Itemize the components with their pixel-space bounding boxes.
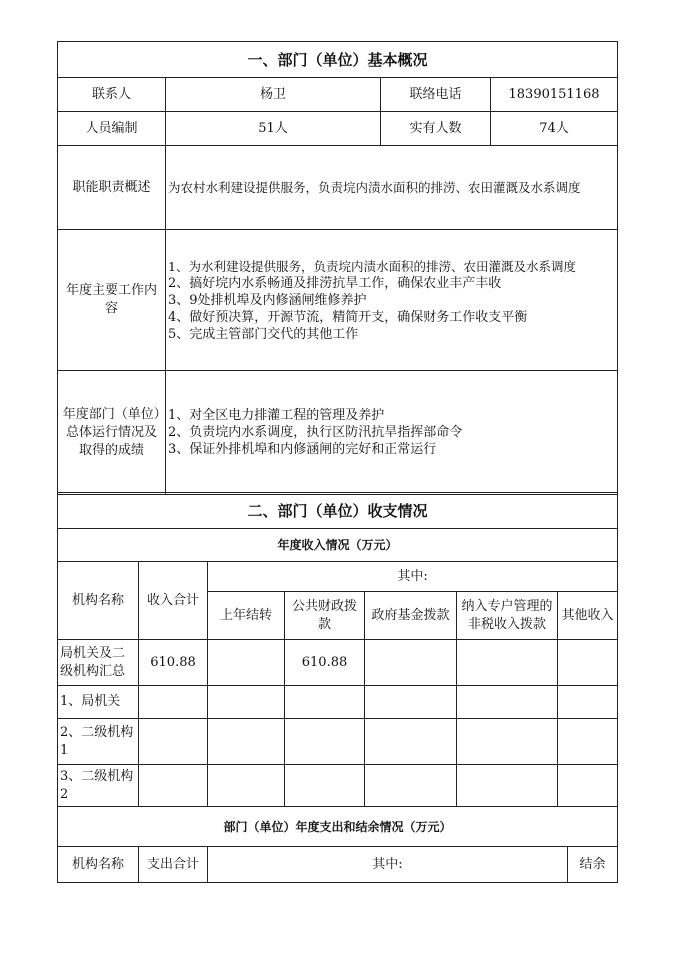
row-total (139, 765, 208, 807)
row-name: 1、局机关 (58, 686, 139, 719)
work-label: 年度主要工作内容 (58, 230, 166, 371)
results-item: 2、负责垸内水系调度，执行区防汛抗旱指挥部命令 (168, 425, 463, 440)
income-title: 年度收入情况（万元） (58, 529, 618, 562)
row-nontax (457, 765, 558, 807)
row-fund (365, 765, 457, 807)
row-prev (208, 765, 285, 807)
row-total: 610.88 (139, 640, 208, 686)
row-prev (208, 719, 285, 765)
row-total (139, 686, 208, 719)
exp-among-header: 其中: (208, 847, 568, 883)
duties-label: 职能职责概述 (58, 146, 166, 230)
table-row (58, 640, 618, 686)
row-name: 局机关及二级机构汇总 (58, 640, 139, 686)
col-public-header: 公共财政拨款 (285, 592, 365, 640)
work-list (166, 230, 618, 371)
staff-quota-value: 51人 (166, 112, 381, 146)
section2-title: 二、部门（单位）收支情况 (58, 493, 618, 529)
actual-staff-label: 实有人数 (381, 112, 491, 146)
col-prev-header: 上年结转 (208, 592, 285, 640)
phone-label: 联络电话 (381, 78, 491, 112)
col-org-header: 机构名称 (58, 562, 139, 640)
work-item: 1、为水利建设提供服务，负责垸内渍水面积的排涝、农田灌溉及水系调度 (168, 258, 576, 274)
expense-table (57, 806, 618, 883)
results-list (166, 371, 618, 495)
basic-info-table (57, 41, 618, 495)
col-total-header: 收入合计 (139, 562, 208, 640)
row-public (285, 719, 365, 765)
col-fund-header: 政府基金拨款 (365, 592, 457, 640)
row-total (139, 719, 208, 765)
results-label: 年度部门（单位）总体运行情况及取得的成绩 (58, 371, 166, 495)
work-item: 2、搞好垸内水系畅通及排涝抗旱工作，确保农业丰产丰收 (168, 275, 502, 291)
row-other (558, 765, 618, 807)
results-item: 1、对全区电力排灌工程的管理及养护 (168, 408, 385, 423)
contact-label: 联系人 (58, 78, 166, 112)
row-public (285, 686, 365, 719)
row-nontax (457, 719, 558, 765)
table-row (58, 765, 618, 807)
contact-value: 杨卫 (166, 78, 381, 112)
row-other (558, 686, 618, 719)
phone-value: 18390151168 (491, 78, 618, 112)
row-name: 3、二级机构2 (58, 765, 139, 807)
row-fund (365, 686, 457, 719)
col-among-header: 其中: (208, 562, 618, 592)
exp-total-header: 支出合计 (139, 847, 208, 883)
results-item: 3、保证外排机埠和内修涵闸的完好和正常运行 (168, 442, 437, 457)
row-public: 610.88 (285, 640, 365, 686)
work-item: 5、完成主管部门交代的其他工作 (168, 326, 359, 342)
actual-staff-value: 74人 (491, 112, 618, 146)
staff-quota-label: 人员编制 (58, 112, 166, 146)
row-prev (208, 686, 285, 719)
work-item: 3、9处排机埠及内修涵闸维修养护 (168, 292, 367, 308)
row-public (285, 765, 365, 807)
exp-balance-header: 结余 (568, 847, 618, 883)
row-other (558, 719, 618, 765)
duties-value: 为农村水利建设提供服务，负责垸内渍水面积的排涝、农田灌溉及水系调度 (166, 146, 618, 230)
income-table (57, 492, 618, 807)
section1-title: 一、部门（单位）基本概况 (58, 42, 618, 78)
row-fund (365, 640, 457, 686)
row-name: 2、二级机构1 (58, 719, 139, 765)
expense-title: 部门（单位）年度支出和结余情况（万元） (58, 807, 618, 847)
work-item: 4、做好预决算，开源节流，精简开支，确保财务工作收支平衡 (168, 309, 528, 325)
table-row (58, 719, 618, 765)
table-row (58, 686, 618, 719)
col-nontax-header: 纳入专户管理的非税收入拨款 (457, 592, 558, 640)
row-nontax (457, 640, 558, 686)
row-fund (365, 719, 457, 765)
row-other (558, 640, 618, 686)
exp-org-header: 机构名称 (58, 847, 139, 883)
row-nontax (457, 686, 558, 719)
col-other-header: 其他收入 (558, 592, 618, 640)
row-prev (208, 640, 285, 686)
